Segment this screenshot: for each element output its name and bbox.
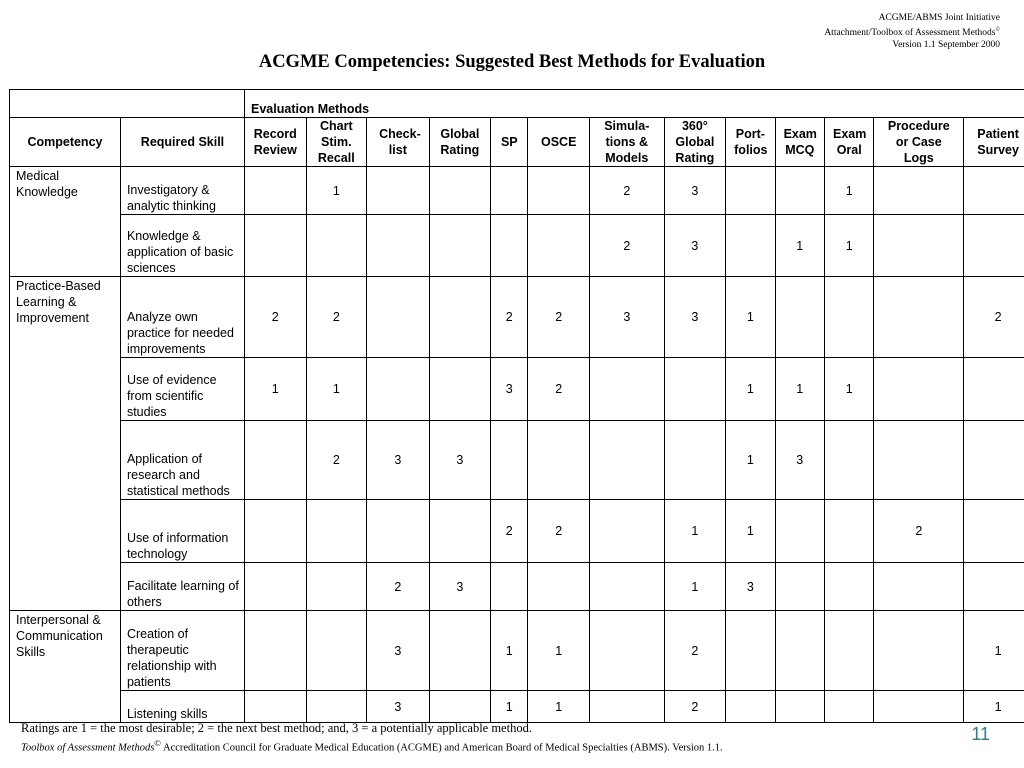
rating-cell [306, 215, 367, 277]
rating-cell: 2 [528, 500, 590, 563]
method-header: Patient Survey [964, 118, 1024, 167]
rating-cell [964, 167, 1024, 215]
rating-cell [306, 611, 367, 691]
rating-cell [429, 691, 491, 723]
rating-cell [528, 215, 590, 277]
rating-cell [824, 691, 873, 723]
rating-cell: 3 [429, 421, 491, 500]
competency-cell: Medical Knowledge [10, 167, 121, 215]
rating-cell: 1 [964, 691, 1024, 723]
method-header: OSCE [528, 118, 590, 167]
header-line-3: Version 1.1 September 2000 [892, 40, 1000, 51]
rating-cell: 1 [306, 167, 367, 215]
competency-cell-continued [10, 563, 121, 611]
rating-cell: 3 [664, 277, 726, 358]
rating-cell [367, 215, 430, 277]
copyright-mark: © [154, 738, 161, 748]
page-number: 11 [971, 724, 990, 744]
rating-cell: 1 [528, 691, 590, 723]
rating-cell [775, 167, 824, 215]
skill-cell: Listening skills [120, 691, 244, 723]
rating-cell [589, 611, 664, 691]
rating-cell: 1 [726, 277, 775, 358]
method-header: SP [491, 118, 528, 167]
rating-cell [726, 167, 775, 215]
ratings-legend: Ratings are 1 = the most desirable; 2 = the next best method; and, 3 = a potentially applicable method. [21, 721, 532, 735]
rating-cell: 2 [306, 277, 367, 358]
rating-cell [824, 611, 873, 691]
rating-cell: 1 [726, 500, 775, 563]
rating-cell: 2 [491, 500, 528, 563]
skill-cell: Creation of therapeutic relationship with patients [120, 611, 244, 691]
rating-cell [824, 277, 873, 358]
rating-cell [589, 691, 664, 723]
evaluation-methods-table [9, 89, 1024, 723]
rating-cell [429, 611, 491, 691]
rating-cell [528, 167, 590, 215]
rating-cell [245, 500, 307, 563]
rating-cell: 1 [726, 358, 775, 421]
rating-cell [775, 611, 824, 691]
rating-cell: 1 [824, 358, 873, 421]
rating-cell [874, 167, 964, 215]
rating-cell [874, 277, 964, 358]
rating-cell: 2 [589, 167, 664, 215]
rating-cell: 3 [664, 215, 726, 277]
rating-cell [874, 215, 964, 277]
page-title: ACGME Competencies: Suggested Best Methods for Evaluation [258, 52, 766, 72]
rating-cell [726, 691, 775, 723]
rating-cell [245, 215, 307, 277]
rating-cell [874, 421, 964, 500]
rating-cell [367, 277, 430, 358]
rating-cell [245, 167, 307, 215]
rating-cell [367, 358, 430, 421]
rating-cell [528, 421, 590, 500]
rating-cell [429, 215, 491, 277]
table-row [10, 691, 1024, 723]
rating-cell [964, 421, 1024, 500]
rating-cell [429, 167, 491, 215]
competency-header: Competency [10, 118, 121, 167]
rating-cell [874, 611, 964, 691]
rating-cell [491, 563, 528, 611]
rating-cell: 1 [664, 563, 726, 611]
rating-cell: 1 [491, 611, 528, 691]
table-row [10, 421, 1024, 500]
competency-cell: Interpersonal & Communication Skills [10, 611, 121, 691]
rating-cell [775, 691, 824, 723]
method-header: Simula-tions & Models [589, 118, 664, 167]
method-header: Global Rating [429, 118, 491, 167]
rating-cell: 2 [874, 500, 964, 563]
table-row [10, 500, 1024, 563]
header-line-2 [824, 24, 1000, 39]
rating-cell [367, 167, 430, 215]
blank-header-cell [10, 90, 245, 118]
method-header: Chart Stim. Recall [306, 118, 367, 167]
evaluation-methods-header: Evaluation Methods [245, 90, 1024, 118]
rating-cell [491, 421, 528, 500]
rating-cell [589, 500, 664, 563]
rating-cell: 1 [824, 215, 873, 277]
rating-cell [775, 500, 824, 563]
rating-cell: 3 [491, 358, 528, 421]
rating-cell: 2 [245, 277, 307, 358]
competency-cell-continued [10, 500, 121, 563]
skill-cell: Investigatory & analytic thinking [120, 167, 244, 215]
rating-cell: 1 [964, 611, 1024, 691]
header-line-2-text: Attachment/Toolbox of Assessment Methods [824, 28, 996, 39]
skill-cell: Use of information technology [120, 500, 244, 563]
competency-cell: Practice-Based Learning & Improvement [10, 277, 121, 358]
rating-cell [306, 691, 367, 723]
rating-cell [964, 358, 1024, 421]
rating-cell: 3 [429, 563, 491, 611]
rating-cell: 1 [664, 500, 726, 563]
rating-cell: 2 [664, 691, 726, 723]
table-row [10, 358, 1024, 421]
skill-cell: Analyze own practice for needed improvements [120, 277, 244, 358]
rating-cell [429, 277, 491, 358]
rating-cell: 3 [367, 421, 430, 500]
method-header: Check-list [367, 118, 430, 167]
rating-cell: 2 [589, 215, 664, 277]
rating-cell: 2 [664, 611, 726, 691]
required-skill-header: Required Skill [120, 118, 244, 167]
rating-cell [589, 421, 664, 500]
rating-cell: 3 [367, 611, 430, 691]
rating-cell [964, 215, 1024, 277]
method-header: Exam MCQ [775, 118, 824, 167]
rating-cell: 1 [775, 358, 824, 421]
rating-cell [491, 167, 528, 215]
rating-cell [589, 563, 664, 611]
source-text: Accreditation Council for Graduate Medical Education (ACGME) and American Board of Medical Specialties (ABMS). Version 1.1. [160, 742, 723, 754]
rating-cell [824, 500, 873, 563]
rating-cell: 3 [589, 277, 664, 358]
rating-cell [775, 277, 824, 358]
table-row [10, 167, 1024, 215]
rating-cell [589, 358, 664, 421]
method-header: Port-folios [726, 118, 775, 167]
rating-cell [306, 500, 367, 563]
rating-cell: 3 [775, 421, 824, 500]
table-row [10, 611, 1024, 691]
rating-cell [874, 691, 964, 723]
table-row [10, 277, 1024, 358]
rating-cell [964, 563, 1024, 611]
rating-cell: 2 [528, 358, 590, 421]
header-line-1: ACGME/ABMS Joint Initiative [878, 13, 1000, 23]
rating-cell [726, 611, 775, 691]
skill-cell: Use of evidence from scientific studies [120, 358, 244, 421]
rating-cell [245, 563, 307, 611]
rating-cell [528, 563, 590, 611]
rating-cell: 1 [775, 215, 824, 277]
rating-cell: 1 [306, 358, 367, 421]
rating-cell [664, 421, 726, 500]
rating-cell [491, 215, 528, 277]
rating-cell: 1 [528, 611, 590, 691]
rating-cell: 2 [306, 421, 367, 500]
rating-cell [429, 500, 491, 563]
rating-cell [306, 563, 367, 611]
rating-cell [367, 500, 430, 563]
source-title: Toolbox of Assessment Methods [21, 742, 155, 754]
rating-cell [874, 358, 964, 421]
skill-cell: Knowledge & application of basic sciences [120, 215, 244, 277]
method-header: Record Review [245, 118, 307, 167]
rating-cell [964, 500, 1024, 563]
rating-cell: 3 [664, 167, 726, 215]
rating-cell [874, 563, 964, 611]
rating-cell [664, 358, 726, 421]
competency-cell-continued [10, 421, 121, 500]
header-note [824, 12, 1000, 51]
rating-cell [245, 611, 307, 691]
rating-cell: 1 [245, 358, 307, 421]
rating-cell: 3 [367, 691, 430, 723]
method-header: Procedure or Case Logs [874, 118, 964, 167]
method-header: 360° Global Rating [664, 118, 726, 167]
rating-cell [429, 358, 491, 421]
rating-cell [245, 421, 307, 500]
rating-cell: 2 [964, 277, 1024, 358]
rating-cell: 1 [726, 421, 775, 500]
method-header: Exam Oral [824, 118, 873, 167]
competency-cell-continued [10, 215, 121, 277]
competency-cell-continued [10, 358, 121, 421]
rating-cell: 3 [726, 563, 775, 611]
competency-cell-continued [10, 691, 121, 723]
rating-cell: 2 [491, 277, 528, 358]
source-citation [21, 738, 723, 754]
rating-cell: 1 [491, 691, 528, 723]
rating-cell [775, 563, 824, 611]
copyright-mark: © [995, 27, 1000, 33]
rating-cell [824, 421, 873, 500]
column-header-row [10, 118, 1024, 167]
rating-cell [824, 563, 873, 611]
skill-cell: Facilitate learning of others [120, 563, 244, 611]
group-header-row [10, 90, 1024, 118]
table-row [10, 215, 1024, 277]
rating-cell: 2 [528, 277, 590, 358]
rating-cell: 2 [367, 563, 430, 611]
skill-cell: Application of research and statistical methods [120, 421, 244, 500]
table-row [10, 563, 1024, 611]
rating-cell [245, 691, 307, 723]
rating-cell [726, 215, 775, 277]
rating-cell: 1 [824, 167, 873, 215]
